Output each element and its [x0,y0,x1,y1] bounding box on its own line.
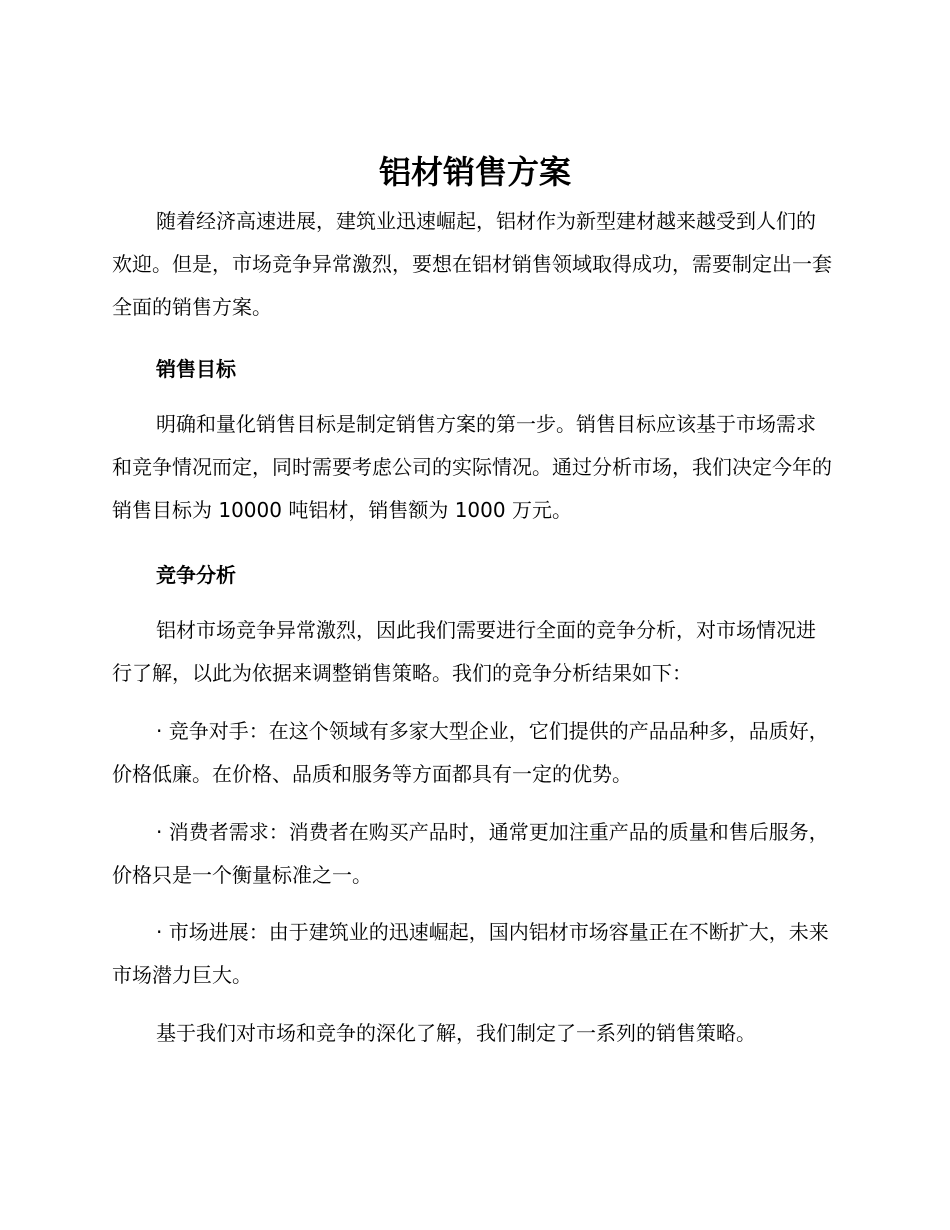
section-heading-competition: 竞争分析 [156,563,236,587]
document-title: 铝材销售方案 [378,153,571,191]
section-heading-sales-target: 销售目标 [156,357,236,381]
closing-paragraph: 基于我们对市场和竞争的深化了解，我们制定了一系列的销售策略。 [156,1021,756,1045]
bullet-competitors: · 竞争对手：在这个领域有多家大型企业，它们提供的产品品种多，品质好，价格低廉。在价格、品质和服务等方面都具有一定的优势。 [112,719,829,786]
bullet-market-development: · 市场进展：由于建筑业的迅速崛起，国内铝材市场容量正在不断扩大，未来市场潜力巨大。 [112,920,829,987]
sales-target-paragraph: 明确和量化销售目标是制定销售方案的第一步。销售目标应该基于市场需求和竞争情况而定，同时需要考虑公司的实际情况。通过分析市场，我们决定今年的销售目标为 10000 吨铝材，销售额为 1000 万元。 [112,412,832,522]
intro-paragraph: 随着经济高速进展，建筑业迅速崛起，铝材作为新型建材越来越受到人们的欢迎。但是，市场竞争异常激烈，要想在铝材销售领域取得成功，需要制定出一套全面的销售方案。 [112,209,832,319]
bullet-consumer-demand: · 消费者需求：消费者在购买产品时，通常更加注重产品的质量和售后服务，价格只是一个衡量标准之一。 [112,820,829,887]
competition-paragraph: 铝材市场竞争异常激烈，因此我们需要进行全面的竞争分析，对市场情况进行了解，以此为依据来调整销售策略。我们的竞争分析结果如下： [112,618,816,685]
